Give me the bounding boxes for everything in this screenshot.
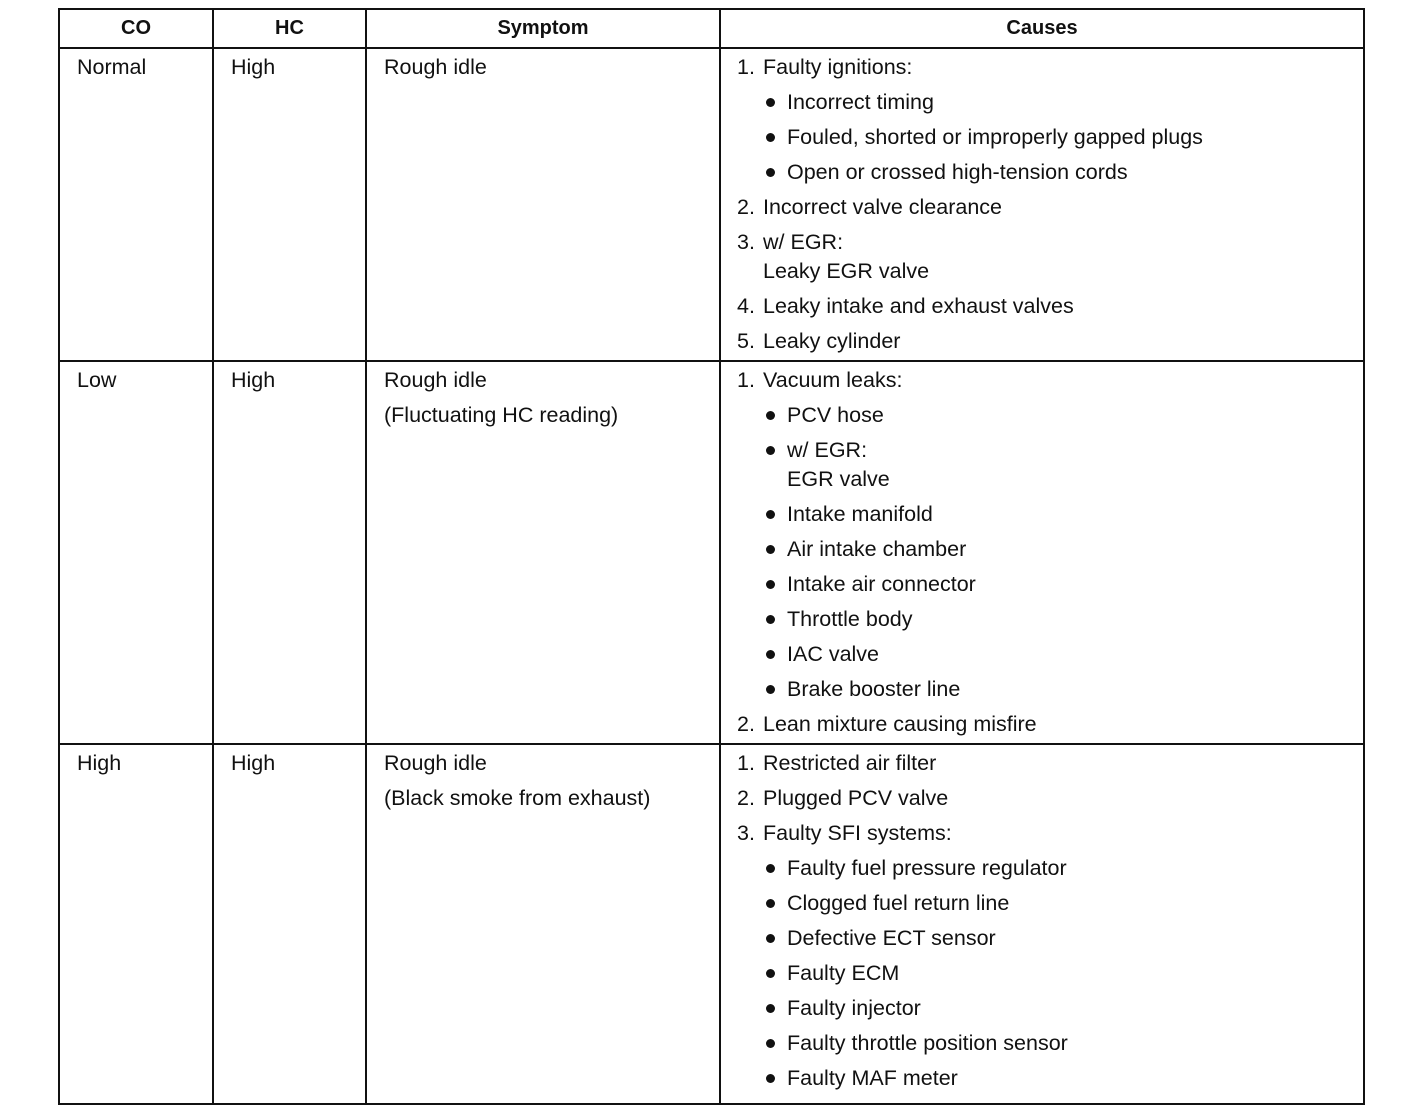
- symptom-cell: [366, 361, 720, 744]
- causes-cell: [720, 744, 1364, 1104]
- cause-text: Restricted air filter: [763, 751, 937, 775]
- cause-item: [737, 363, 1363, 398]
- co-value: Normal: [77, 55, 147, 79]
- cause-item: [737, 816, 1363, 851]
- sub-cause-text: Faulty injector: [787, 996, 921, 1020]
- cause-text: Plugged PCV valve: [763, 786, 949, 810]
- bullet-icon: [763, 532, 787, 567]
- bullet-icon: [763, 567, 787, 602]
- troubleshooting-table: [58, 8, 1365, 1105]
- sub-cause-text: Faulty throttle position sensor: [787, 1031, 1068, 1055]
- table-row: [59, 744, 1364, 1104]
- hc-cell: [213, 48, 366, 361]
- sub-cause-item: [737, 637, 1363, 672]
- bullet-icon: [763, 85, 787, 120]
- cause-text: Leaky EGR valve: [763, 259, 930, 283]
- sub-cause-text: Intake air connector: [787, 572, 976, 596]
- cause-item: [737, 190, 1363, 225]
- sub-cause-text: Air intake chamber: [787, 537, 967, 561]
- header-hc: HC: [213, 9, 366, 48]
- cause-text: Vacuum leaks:: [763, 368, 903, 392]
- hc-cell: [213, 361, 366, 744]
- sub-cause-text: Defective ECT sensor: [787, 926, 996, 950]
- hc-value: High: [231, 751, 276, 775]
- sub-cause-text: Faulty MAF meter: [787, 1066, 958, 1090]
- bullet-icon: [763, 886, 787, 921]
- sub-cause-text: EGR valve: [787, 467, 890, 491]
- cause-text: w/ EGR:: [763, 230, 844, 254]
- co-value: High: [77, 751, 122, 775]
- cause-text: Lean mixture causing misfire: [763, 712, 1037, 736]
- cause-number: 1.: [737, 368, 755, 392]
- cause-number: 3.: [737, 821, 755, 845]
- bullet-icon: [763, 433, 787, 497]
- bullet-icon: [763, 637, 787, 672]
- sub-cause-item: [737, 85, 1363, 120]
- hc-value: High: [231, 368, 276, 392]
- symptom-line: Rough idle: [384, 55, 487, 79]
- header-causes: Causes: [720, 9, 1364, 48]
- sub-cause-text: w/ EGR:: [787, 438, 868, 462]
- sub-cause-item: [737, 497, 1363, 532]
- table-row: [59, 361, 1364, 744]
- hc-value: High: [231, 55, 276, 79]
- cause-number: 1.: [737, 751, 755, 775]
- sub-cause-item: [737, 886, 1363, 921]
- bullet-icon: [763, 497, 787, 532]
- header-row: [59, 9, 1364, 48]
- bullet-icon: [763, 120, 787, 155]
- bullet-icon: [763, 672, 787, 707]
- cause-number: 1.: [737, 55, 755, 79]
- bullet-icon: [763, 851, 787, 886]
- sub-cause-item: [737, 120, 1363, 155]
- cause-item: [737, 781, 1363, 816]
- sub-cause-item: [737, 1061, 1363, 1096]
- cause-item: [737, 50, 1363, 85]
- header-symptom: Symptom: [366, 9, 720, 48]
- cause-text: Faulty SFI systems:: [763, 821, 952, 845]
- sub-cause-item: [737, 1026, 1363, 1061]
- symptom-cell: [366, 744, 720, 1104]
- bullet-icon: [763, 1061, 787, 1096]
- cause-item: [737, 707, 1363, 742]
- header-co: CO: [59, 9, 213, 48]
- bullet-icon: [763, 155, 787, 190]
- co-cell: [59, 361, 213, 744]
- cause-number: 5.: [737, 329, 755, 353]
- sub-cause-item: [737, 155, 1363, 190]
- bullet-icon: [763, 921, 787, 956]
- cause-item: [737, 746, 1363, 781]
- cause-number: 2.: [737, 786, 755, 810]
- causes-cell: [720, 361, 1364, 744]
- cause-number: 2.: [737, 195, 755, 219]
- sub-cause-item: [737, 991, 1363, 1026]
- sub-cause-item: [737, 532, 1363, 567]
- symptom-line: Rough idle: [384, 368, 487, 392]
- sub-cause-item: [737, 567, 1363, 602]
- cause-text: Faulty ignitions:: [763, 55, 913, 79]
- sub-cause-text: Intake manifold: [787, 502, 933, 526]
- cause-number: 2.: [737, 712, 755, 736]
- symptom-line: (Fluctuating HC reading): [384, 403, 619, 427]
- causes-cell: [720, 48, 1364, 361]
- sub-cause-item: [737, 433, 1363, 497]
- cause-text: Leaky cylinder: [763, 329, 901, 353]
- sub-cause-text: Fouled, shorted or improperly gapped plugs: [787, 125, 1203, 149]
- sub-cause-text: Throttle body: [787, 607, 913, 631]
- sub-cause-item: [737, 956, 1363, 991]
- sub-cause-text: Faulty ECM: [787, 961, 900, 985]
- bullet-icon: [763, 602, 787, 637]
- sub-cause-item: [737, 921, 1363, 956]
- symptom-line: Rough idle: [384, 751, 487, 775]
- symptom-cell: [366, 48, 720, 361]
- table-row: [59, 48, 1364, 361]
- symptom-line: (Black smoke from exhaust): [384, 786, 651, 810]
- sub-cause-item: [737, 398, 1363, 433]
- sub-cause-item: [737, 672, 1363, 707]
- sub-cause-item: [737, 602, 1363, 637]
- sub-cause-text: IAC valve: [787, 642, 880, 666]
- bullet-icon: [763, 398, 787, 433]
- bullet-icon: [763, 956, 787, 991]
- hc-cell: [213, 744, 366, 1104]
- cause-item: [737, 225, 1363, 289]
- cause-number: 3.: [737, 230, 755, 254]
- bullet-icon: [763, 1026, 787, 1061]
- sub-cause-item: [737, 851, 1363, 886]
- sub-cause-text: PCV hose: [787, 403, 884, 427]
- bullet-icon: [763, 991, 787, 1026]
- sub-cause-text: Clogged fuel return line: [787, 891, 1010, 915]
- sub-cause-text: Incorrect timing: [787, 90, 934, 114]
- sub-cause-text: Brake booster line: [787, 677, 961, 701]
- co-cell: [59, 744, 213, 1104]
- cause-item: [737, 324, 1363, 359]
- sub-cause-text: Open or crossed high-tension cords: [787, 160, 1128, 184]
- cause-text: Leaky intake and exhaust valves: [763, 294, 1074, 318]
- cause-item: [737, 289, 1363, 324]
- co-value: Low: [77, 368, 117, 392]
- cause-number: 4.: [737, 294, 755, 318]
- sub-cause-text: Faulty fuel pressure regulator: [787, 856, 1067, 880]
- cause-text: Incorrect valve clearance: [763, 195, 1002, 219]
- co-cell: [59, 48, 213, 361]
